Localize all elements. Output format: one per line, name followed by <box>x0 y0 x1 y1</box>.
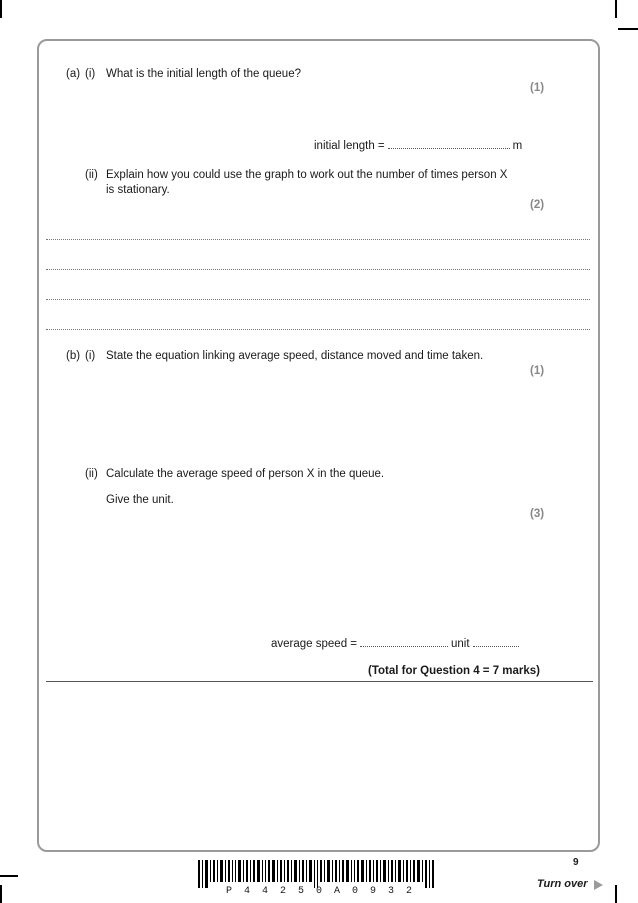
barcode <box>198 860 434 888</box>
page-number: 9 <box>573 857 579 868</box>
initial-length-unit: m <box>512 140 523 152</box>
right-triangle-icon <box>594 880 603 890</box>
question-b-i-text: State the equation linking average speed, distance moved and time taken. <box>106 350 484 362</box>
question-b-i-marks: (1) <box>530 365 545 377</box>
crop-mark-bottom-right-v <box>615 885 617 903</box>
question-end-rule <box>46 681 593 682</box>
question-b-ii-instruction: Give the unit. <box>106 494 174 506</box>
question-a-ii-text-line2: is stationary. <box>106 184 170 196</box>
question-a-i-marks: (1) <box>530 82 545 94</box>
average-speed-label: average speed = <box>271 638 357 650</box>
question-b-ii-text: Calculate the average speed of person X in the queue. <box>106 468 385 480</box>
answer-line[interactable] <box>46 299 590 300</box>
total-marks: (Total for Question 4 = 7 marks) <box>368 665 541 677</box>
answer-line[interactable] <box>46 239 590 240</box>
unit-label: unit <box>451 638 470 650</box>
turn-over-label: Turn over <box>537 878 588 890</box>
answer-line[interactable] <box>46 329 590 330</box>
question-b-label: (b) <box>66 350 81 362</box>
question-a-ii-text-line1: Explain how you could use the graph to work out the number of times person X <box>106 169 508 181</box>
question-a-i-text: What is the initial length of the queue? <box>106 68 301 80</box>
barcode-text: P 4 4 2 5 0 A 0 9 3 2 <box>226 886 413 897</box>
question-a-ii-marks: (2) <box>530 199 545 211</box>
question-a-i-label: (i) <box>85 68 96 80</box>
crop-mark-bottom-left-v <box>0 885 2 903</box>
question-a-label: (a) <box>66 68 81 80</box>
page-border-frame <box>37 39 600 852</box>
question-b-ii-label: (ii) <box>85 468 98 480</box>
crop-mark-top-right-v <box>615 0 617 18</box>
answer-line[interactable] <box>46 269 590 270</box>
initial-length-label: initial length = <box>314 140 385 152</box>
crop-mark-top-left-v <box>0 0 2 18</box>
initial-length-answer <box>314 139 522 153</box>
initial-length-answer-line[interactable] <box>388 139 510 149</box>
question-b-ii-marks: (3) <box>530 508 545 520</box>
crop-mark-top-right-h <box>618 28 638 30</box>
question-a-ii-label: (ii) <box>85 169 98 181</box>
unit-answer-line[interactable] <box>473 637 519 647</box>
crop-mark-bottom-left-h <box>0 875 18 877</box>
question-b-i-label: (i) <box>85 350 96 362</box>
average-speed-answer <box>271 637 522 651</box>
average-speed-answer-line[interactable] <box>360 637 448 647</box>
